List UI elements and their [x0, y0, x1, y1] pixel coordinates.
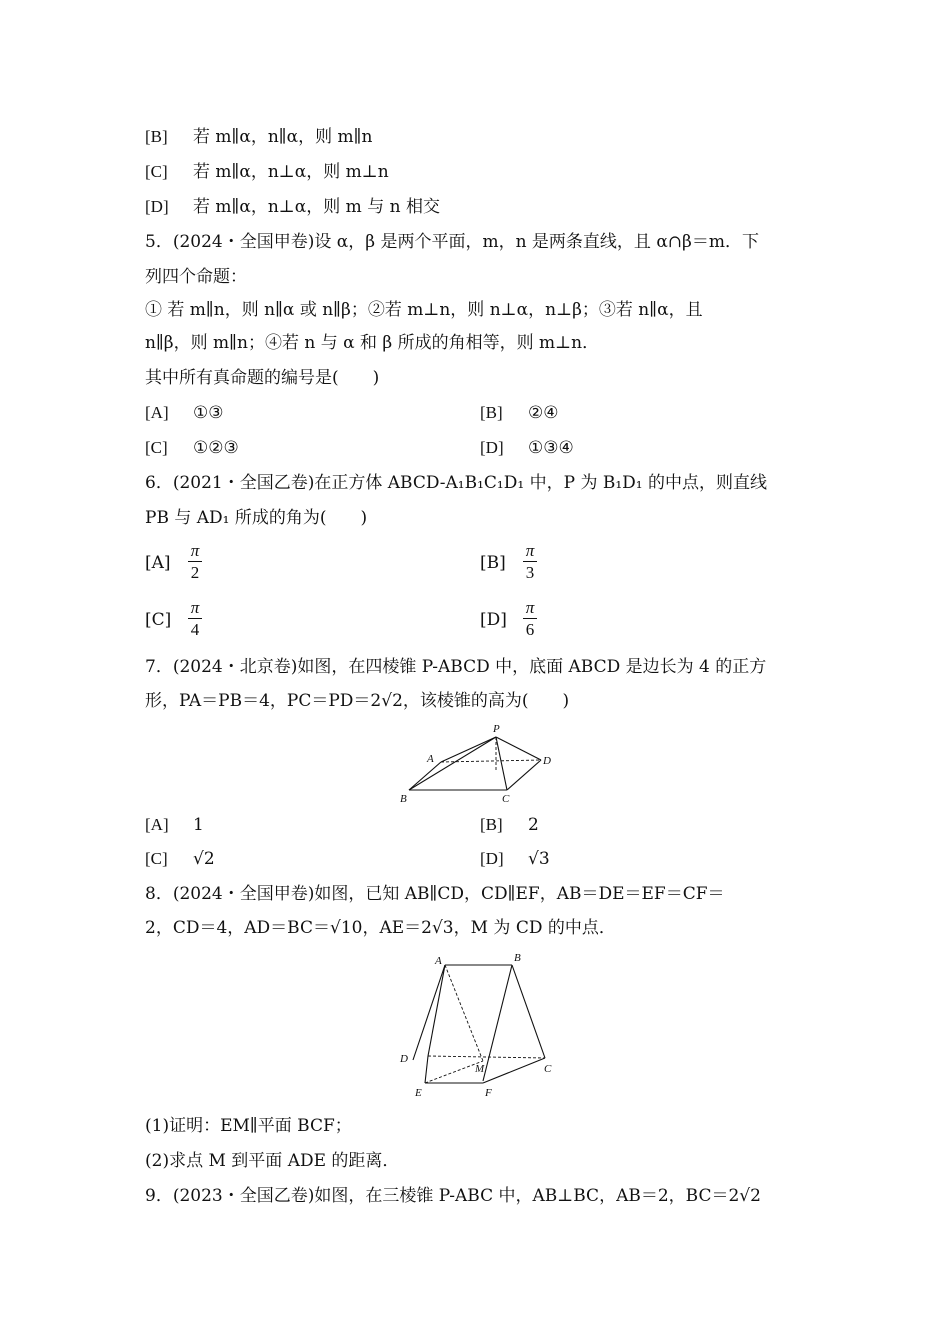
edge-pc — [496, 737, 507, 790]
vertex-label-b: B — [400, 793, 407, 805]
q5-option-d — [480, 436, 574, 460]
vertex-label-f: F — [485, 1087, 492, 1099]
q6-option-b-label: [B] — [480, 553, 506, 573]
option-text: ②④ — [528, 403, 559, 423]
q5-option-b — [480, 401, 558, 425]
vertex-label-c: C — [502, 793, 510, 805]
option-label: [D] — [145, 197, 169, 216]
q5-stem-line2: 列四个命题： — [145, 267, 247, 287]
q6-option-a-fraction — [188, 541, 202, 584]
fraction-denominator: 4 — [190, 620, 200, 639]
q8-stem-line1: 8．(2024・全国甲卷)如图，已知 AB∥CD，CD∥EF，AB＝DE＝EF＝CF＝ — [145, 884, 725, 904]
q4-option-b — [145, 125, 810, 149]
q6-stem-line1: 6．(2021・全国乙卷)在正方体 ABCD-A₁B₁C₁D₁ 中，P 为 B₁D₁ 的中点，则直线 — [145, 473, 768, 493]
edge-bc — [512, 965, 545, 1058]
vertex-label-d: D — [400, 1053, 408, 1065]
option-text: ①③④ — [528, 438, 574, 458]
edge-bf — [483, 965, 512, 1081]
q7-stem-line2: 形，PA＝PB＝4，PC＝PD＝2√2，该棱锥的高为( ) — [145, 691, 570, 711]
pyramid-figure — [395, 720, 560, 810]
q6-option-d-label: [D] — [480, 610, 507, 630]
q5-stem-line3: ① 若 m∥n，则 n∥α 或 n∥β；②若 m⊥n，则 n⊥α，n⊥β；③若 n∥α，且 — [145, 300, 703, 320]
option-text: 2 — [528, 815, 539, 835]
option-label: [D] — [480, 438, 504, 457]
edge-ab — [409, 762, 441, 790]
vertex-label-e: E — [415, 1087, 422, 1099]
hidden-edge-am — [445, 965, 483, 1061]
hidden-edge-dc — [428, 1056, 545, 1058]
option-label: [C] — [145, 438, 168, 457]
vertex-label-m: M — [475, 1063, 485, 1075]
option-label: [C] — [145, 849, 168, 868]
polyhedron-figure — [395, 948, 560, 1103]
q6-option-c-label: [C] — [145, 610, 172, 630]
option-text: ①③ — [193, 403, 224, 423]
option-label: [B] — [145, 127, 168, 146]
q7-stem-line1: 7．(2024・北京卷)如图，在四棱锥 P-ABCD 中，底面 ABCD 是边长为 4 的正方 — [145, 657, 767, 677]
vertex-label-b: B — [514, 952, 521, 964]
q5-stem-line4: n∥β，则 m∥n；④若 n 与 α 和 β 所成的角相等，则 m⊥n． — [145, 333, 600, 353]
q8-part2: (2)求点 M 到平面 ADE 的距离． — [145, 1151, 400, 1171]
edge-cd — [507, 760, 541, 790]
fraction-denominator: 6 — [525, 620, 535, 639]
option-label: [A] — [145, 815, 169, 834]
q6-option-d-fraction — [523, 598, 537, 641]
q4-option-c — [145, 160, 810, 184]
q6-option-b-fraction — [523, 541, 537, 584]
q5-option-a — [145, 401, 223, 425]
q5-option-c — [145, 436, 239, 460]
option-label: [D] — [480, 849, 504, 868]
option-text: √2 — [193, 849, 215, 869]
edge-ad — [428, 965, 445, 1056]
q8-part1: (1)证明：EM∥平面 BCF； — [145, 1116, 352, 1136]
option-text: ①②③ — [193, 438, 239, 458]
edge-pd — [496, 737, 541, 760]
option-label: [C] — [145, 162, 168, 181]
vertex-label-a: A — [427, 753, 434, 765]
option-text: 1 — [193, 815, 204, 835]
edge-de — [425, 1056, 428, 1083]
q4-option-d — [145, 195, 810, 219]
edge-pa — [441, 737, 496, 762]
q7-option-a — [145, 813, 204, 837]
edge-fc — [483, 1058, 545, 1083]
edge-ae — [413, 965, 445, 1060]
fraction-numerator: π — [190, 598, 200, 617]
option-text: 若 m∥α，n∥α，则 m∥n — [193, 127, 373, 147]
q6-stem-line2: PB 与 AD₁ 所成的角为( ) — [145, 508, 368, 528]
fraction-numerator: π — [525, 541, 535, 560]
q7-option-b — [480, 813, 539, 837]
edge-pb — [409, 737, 496, 790]
option-text: 若 m∥α，n⊥α，则 m 与 n 相交 — [193, 197, 440, 217]
q6-option-c-fraction — [188, 598, 202, 641]
option-label: [B] — [480, 403, 503, 422]
option-text: √3 — [528, 849, 550, 869]
fraction-numerator: π — [525, 598, 535, 617]
q9-stem-line1: 9．(2023・全国乙卷)如图，在三棱锥 P-ABC 中，AB⊥BC，AB＝2，BC＝2√2 — [145, 1186, 761, 1206]
q6-option-a-label: [A] — [145, 553, 171, 573]
q5-stem-line1: 5．(2024・全国甲卷)设 α，β 是两个平面，m，n 是两条直线，且 α∩β＝m．下 — [145, 232, 760, 252]
option-label: [A] — [145, 403, 169, 422]
fraction-denominator: 3 — [525, 563, 535, 582]
vertex-label-d: D — [543, 755, 551, 767]
q7-option-c — [145, 847, 215, 871]
fraction-denominator: 2 — [190, 563, 200, 582]
vertex-label-p: P — [493, 723, 500, 735]
option-text: 若 m∥α，n⊥α，则 m⊥n — [193, 162, 389, 182]
option-label: [B] — [480, 815, 503, 834]
q5-stem-line5: 其中所有真命题的编号是( ) — [145, 368, 380, 388]
fraction-numerator: π — [190, 541, 200, 560]
q8-stem-line2: 2，CD＝4，AD＝BC＝√10，AE＝2√3，M 为 CD 的中点． — [145, 918, 616, 938]
vertex-label-a: A — [435, 955, 442, 967]
q7-option-d — [480, 847, 550, 871]
vertex-label-c: C — [544, 1063, 552, 1075]
